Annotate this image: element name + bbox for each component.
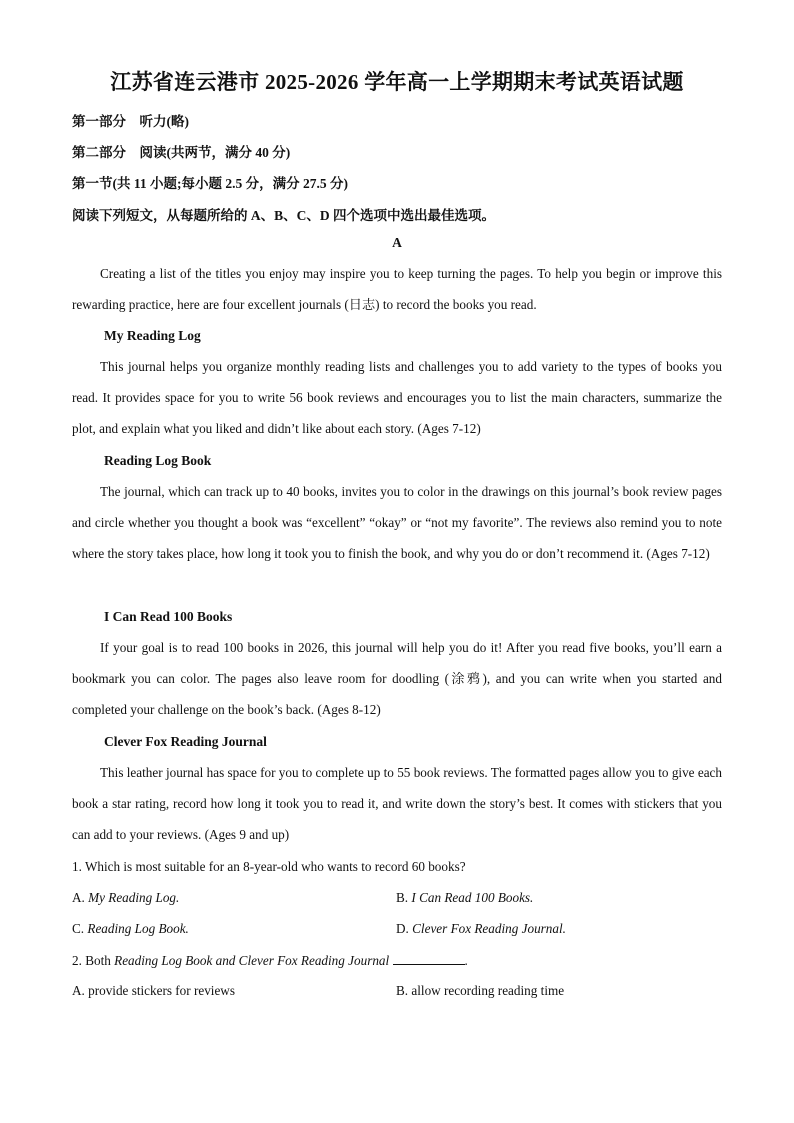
question-2-option-a: A. provide stickers for reviews — [72, 983, 235, 998]
journal-heading-reading-log-book: Reading Log Book — [104, 453, 212, 468]
question-1-option-d — [396, 921, 566, 937]
stem-suffix: . — [464, 953, 468, 968]
option-text: I Can Read 100 Books. — [411, 890, 534, 905]
passage-label: A — [392, 235, 402, 250]
journal-text-clever-fox: This leather journal has space for you to complete up to 55 book reviews. The formatted pages allow you to give each book a star rating, record how long it took you to read it, and write down the story’s best. It comes with stickers that you can add to your reviews. (Ages 9 and up) — [72, 765, 722, 843]
option-text: My Reading Log. — [88, 890, 180, 905]
part-one-heading: 第一部分 听力(略) — [72, 114, 189, 129]
journal-text-100-books: If your goal is to read 100 books in 2026, this journal will help you do it! After you read five books, you’ll earn a bookmark you can color. The pages also leave room for doodling (涂鸦), and you can write when you started and completed your challenge on the book’s back. (Ages 8-12) — [72, 640, 722, 718]
section-one-heading: 第一节(共 11 小题;每小题 2.5 分，满分 27.5 分) — [72, 176, 348, 191]
question-1-stem: 1. Which is most suitable for an 8-year-old who wants to record 60 books? — [72, 859, 466, 874]
answer-blank — [393, 952, 465, 965]
option-text: Clever Fox Reading Journal. — [412, 921, 566, 936]
question-2-stem — [72, 952, 468, 969]
question-1-option-c — [72, 921, 189, 937]
journal-heading-100-books: I Can Read 100 Books — [104, 609, 233, 624]
instruction-text: 阅读下列短文，从每题所给的 A、B、C、D 四个选项中选出最佳选项。 — [72, 208, 496, 223]
option-letter: C. — [72, 921, 85, 936]
journal-heading-my-reading-log: My Reading Log — [104, 328, 201, 343]
option-text: Reading Log Book. — [87, 921, 189, 936]
question-2-option-b: B. allow recording reading time — [396, 983, 565, 998]
journal-heading-clever-fox: Clever Fox Reading Journal — [104, 734, 267, 749]
question-1-option-a — [72, 890, 179, 906]
journal-text-reading-log-book: The journal, which can track up to 40 books, invites you to color in the drawings on this journal’s book review pages and circle whether you thought a book was “excellent” “okay” or “not my favorite”. The reviews also remind you to note where the story takes place, how long it took you to finish the book, and why you do or don’t recommend it. (Ages 7-12) — [72, 484, 722, 562]
option-letter: D. — [396, 921, 409, 936]
page-title: 江苏省连云港市 2025-2026 学年高一上学期期末考试英语试题 — [110, 70, 684, 94]
option-letter: A. — [72, 890, 85, 905]
part-two-heading: 第二部分 阅读(共两节，满分 40 分) — [72, 145, 291, 160]
option-letter: B. — [396, 890, 409, 905]
journal-text-my-reading-log: This journal helps you organize monthly reading lists and challenges you to add variety to the types of books you read. It provides space for you to write 56 book reviews and encourages you to list the main characters, summarize the plot, and explain what you liked and didn’t like about each story. (Ages 7-12) — [72, 359, 722, 437]
intro-paragraph: Creating a list of the titles you enjoy may inspire you to keep turning the pages. To help you begin or improve this rewarding practice, here are four excellent journals (日志) to record the books you read. — [72, 266, 722, 313]
question-1-option-b — [396, 890, 533, 906]
stem-prefix: 2. Both — [72, 953, 111, 968]
stem-italic: Reading Log Book and Clever Fox Reading Journal — [114, 953, 390, 968]
